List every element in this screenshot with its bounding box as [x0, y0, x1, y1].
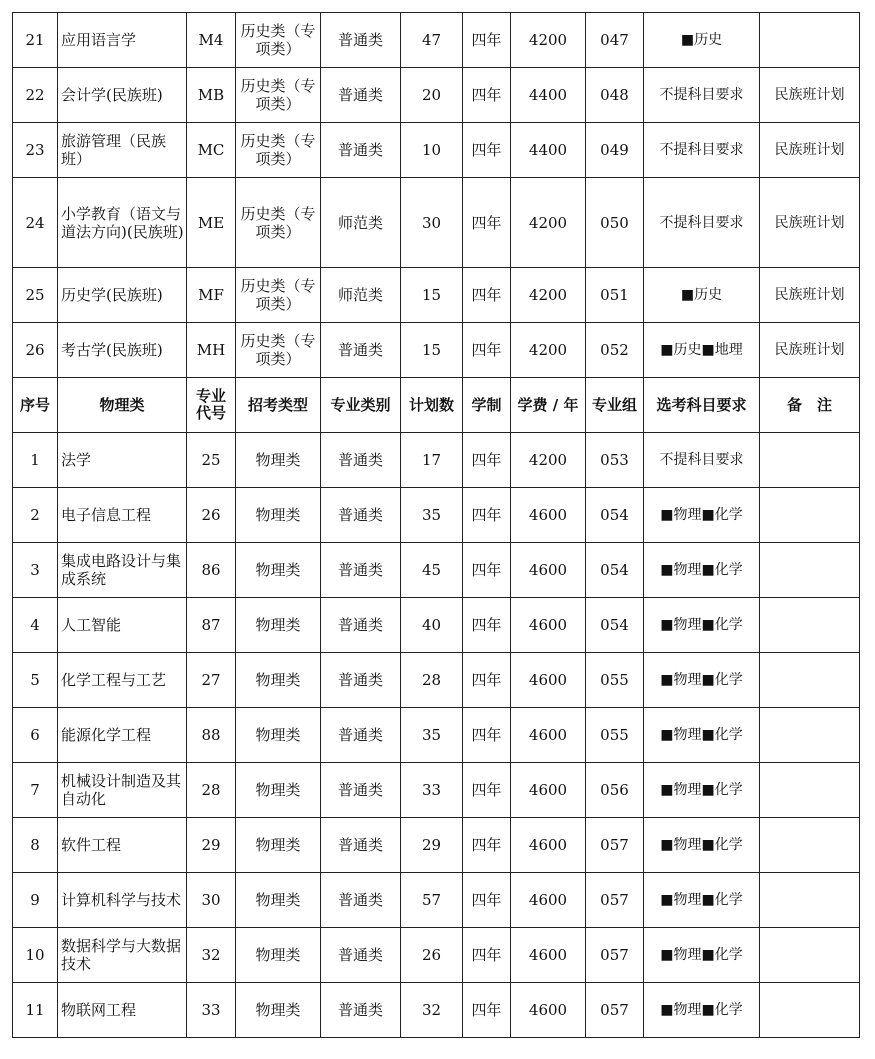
- cell-fee: 4600: [511, 598, 586, 653]
- cell-years: 四年: [463, 598, 511, 653]
- cell-no: 24: [13, 178, 58, 268]
- cell-note: [760, 818, 860, 873]
- cell-years: 四年: [463, 763, 511, 818]
- cell-code: M4: [187, 13, 236, 68]
- cell-note: 民族班计划: [760, 323, 860, 378]
- cell-name: 历史学(民族班): [58, 268, 187, 323]
- cell-years: 四年: [463, 488, 511, 543]
- table-header-row: [13, 378, 860, 433]
- cell-code: 86: [187, 543, 236, 598]
- cell-plan: 35: [401, 708, 463, 763]
- cell-group: 050: [586, 178, 644, 268]
- cell-plan: 26: [401, 928, 463, 983]
- cell-group: 052: [586, 323, 644, 378]
- cell-years: 四年: [463, 983, 511, 1038]
- cell-req: ■历史: [644, 268, 760, 323]
- cell-note: [760, 433, 860, 488]
- cell-req: ■物理■化学: [644, 488, 760, 543]
- cell-plan: 15: [401, 268, 463, 323]
- cell-no: 23: [13, 123, 58, 178]
- cell-fee: 4600: [511, 873, 586, 928]
- table-row: [13, 653, 860, 708]
- cell-group: 054: [586, 543, 644, 598]
- cell-group: 057: [586, 928, 644, 983]
- table-row: [13, 818, 860, 873]
- cell-name: 会计学(民族班): [58, 68, 187, 123]
- cell-no: 26: [13, 323, 58, 378]
- cell-no: 8: [13, 818, 58, 873]
- cell-category: 普通类: [321, 928, 401, 983]
- cell-name: 应用语言学: [58, 13, 187, 68]
- cell-type: 历史类（专项类）: [236, 323, 321, 378]
- cell-category: 普通类: [321, 433, 401, 488]
- cell-category: 普通类: [321, 598, 401, 653]
- header-fee: 学费 / 年: [511, 378, 586, 433]
- cell-note: 民族班计划: [760, 178, 860, 268]
- cell-code: 25: [187, 433, 236, 488]
- cell-no: 5: [13, 653, 58, 708]
- cell-req: ■物理■化学: [644, 598, 760, 653]
- cell-note: [760, 708, 860, 763]
- cell-type: 历史类（专项类）: [236, 68, 321, 123]
- cell-plan: 29: [401, 818, 463, 873]
- cell-no: 3: [13, 543, 58, 598]
- cell-years: 四年: [463, 323, 511, 378]
- cell-name: 法学: [58, 433, 187, 488]
- cell-years: 四年: [463, 178, 511, 268]
- table-row: [13, 123, 860, 178]
- cell-type: 历史类（专项类）: [236, 268, 321, 323]
- cell-no: 25: [13, 268, 58, 323]
- cell-type: 历史类（专项类）: [236, 13, 321, 68]
- cell-category: 普通类: [321, 653, 401, 708]
- cell-category: 普通类: [321, 488, 401, 543]
- cell-req: ■历史: [644, 13, 760, 68]
- cell-plan: 45: [401, 543, 463, 598]
- cell-category: 普通类: [321, 13, 401, 68]
- cell-category: 师范类: [321, 268, 401, 323]
- cell-group: 047: [586, 13, 644, 68]
- cell-type: 物理类: [236, 598, 321, 653]
- cell-plan: 30: [401, 178, 463, 268]
- cell-note: [760, 598, 860, 653]
- cell-fee: 4600: [511, 818, 586, 873]
- cell-code: ME: [187, 178, 236, 268]
- cell-name: 能源化学工程: [58, 708, 187, 763]
- table-row: [13, 68, 860, 123]
- cell-group: 055: [586, 653, 644, 708]
- cell-name: 旅游管理（民族班）: [58, 123, 187, 178]
- cell-name: 人工智能: [58, 598, 187, 653]
- table-row: [13, 178, 860, 268]
- cell-note: [760, 543, 860, 598]
- cell-req: ■物理■化学: [644, 543, 760, 598]
- cell-code: 30: [187, 873, 236, 928]
- cell-type: 物理类: [236, 433, 321, 488]
- cell-plan: 10: [401, 123, 463, 178]
- cell-years: 四年: [463, 818, 511, 873]
- cell-category: 普通类: [321, 123, 401, 178]
- cell-no: 6: [13, 708, 58, 763]
- header-name: 物理类: [58, 378, 187, 433]
- table-row: [13, 268, 860, 323]
- cell-name: 计算机科学与技术: [58, 873, 187, 928]
- cell-code: MC: [187, 123, 236, 178]
- cell-note: [760, 928, 860, 983]
- cell-fee: 4600: [511, 983, 586, 1038]
- cell-req: ■历史■地理: [644, 323, 760, 378]
- header-req: 选考科目要求: [644, 378, 760, 433]
- physics-header-section: [13, 378, 860, 433]
- cell-type: 历史类（专项类）: [236, 178, 321, 268]
- cell-years: 四年: [463, 13, 511, 68]
- cell-name: 化学工程与工艺: [58, 653, 187, 708]
- table-row: [13, 983, 860, 1038]
- cell-no: 11: [13, 983, 58, 1038]
- cell-fee: 4200: [511, 178, 586, 268]
- cell-plan: 28: [401, 653, 463, 708]
- cell-name: 数据科学与大数据技术: [58, 928, 187, 983]
- cell-note: 民族班计划: [760, 68, 860, 123]
- cell-years: 四年: [463, 653, 511, 708]
- cell-req: 不提科目要求: [644, 68, 760, 123]
- cell-req: 不提科目要求: [644, 123, 760, 178]
- cell-group: 048: [586, 68, 644, 123]
- cell-years: 四年: [463, 268, 511, 323]
- table-row: [13, 873, 860, 928]
- cell-category: 普通类: [321, 68, 401, 123]
- cell-fee: 4600: [511, 488, 586, 543]
- cell-code: 87: [187, 598, 236, 653]
- cell-fee: 4200: [511, 323, 586, 378]
- header-years: 学制: [463, 378, 511, 433]
- header-category: 专业类别: [321, 378, 401, 433]
- cell-category: 普通类: [321, 873, 401, 928]
- cell-type: 物理类: [236, 488, 321, 543]
- cell-type: 物理类: [236, 928, 321, 983]
- cell-code: MH: [187, 323, 236, 378]
- cell-plan: 40: [401, 598, 463, 653]
- cell-no: 7: [13, 763, 58, 818]
- cell-no: 2: [13, 488, 58, 543]
- cell-no: 10: [13, 928, 58, 983]
- cell-category: 师范类: [321, 178, 401, 268]
- cell-code: MB: [187, 68, 236, 123]
- cell-fee: 4600: [511, 653, 586, 708]
- cell-plan: 15: [401, 323, 463, 378]
- cell-name: 小学教育（语文与道法方向)(民族班): [58, 178, 187, 268]
- cell-no: 21: [13, 13, 58, 68]
- cell-plan: 33: [401, 763, 463, 818]
- cell-group: 056: [586, 763, 644, 818]
- cell-group: 051: [586, 268, 644, 323]
- cell-category: 普通类: [321, 763, 401, 818]
- cell-code: 26: [187, 488, 236, 543]
- cell-years: 四年: [463, 928, 511, 983]
- cell-req: ■物理■化学: [644, 653, 760, 708]
- cell-group: 053: [586, 433, 644, 488]
- cell-name: 集成电路设计与集成系统: [58, 543, 187, 598]
- cell-plan: 32: [401, 983, 463, 1038]
- cell-group: 057: [586, 983, 644, 1038]
- physics-section: [13, 433, 860, 1038]
- cell-plan: 47: [401, 13, 463, 68]
- cell-years: 四年: [463, 543, 511, 598]
- cell-note: [760, 653, 860, 708]
- table-row: [13, 763, 860, 818]
- cell-fee: 4600: [511, 928, 586, 983]
- cell-code: 88: [187, 708, 236, 763]
- cell-fee: 4600: [511, 708, 586, 763]
- cell-years: 四年: [463, 873, 511, 928]
- cell-no: 22: [13, 68, 58, 123]
- cell-fee: 4400: [511, 123, 586, 178]
- cell-code: 32: [187, 928, 236, 983]
- table-row: [13, 928, 860, 983]
- cell-req: ■物理■化学: [644, 708, 760, 763]
- cell-category: 普通类: [321, 323, 401, 378]
- cell-note: 民族班计划: [760, 123, 860, 178]
- cell-group: 055: [586, 708, 644, 763]
- cell-note: 民族班计划: [760, 268, 860, 323]
- cell-fee: 4400: [511, 68, 586, 123]
- header-code: 专业代号: [187, 378, 236, 433]
- cell-type: 物理类: [236, 983, 321, 1038]
- header-group: 专业组: [586, 378, 644, 433]
- table-row: [13, 598, 860, 653]
- cell-no: 9: [13, 873, 58, 928]
- cell-group: 057: [586, 818, 644, 873]
- cell-category: 普通类: [321, 708, 401, 763]
- cell-category: 普通类: [321, 983, 401, 1038]
- cell-years: 四年: [463, 433, 511, 488]
- cell-years: 四年: [463, 68, 511, 123]
- history-section: [13, 13, 860, 378]
- cell-plan: 57: [401, 873, 463, 928]
- cell-code: 27: [187, 653, 236, 708]
- cell-type: 物理类: [236, 763, 321, 818]
- cell-code: 29: [187, 818, 236, 873]
- cell-req: ■物理■化学: [644, 763, 760, 818]
- header-plan: 计划数: [401, 378, 463, 433]
- cell-type: 历史类（专项类）: [236, 123, 321, 178]
- cell-type: 物理类: [236, 708, 321, 763]
- cell-type: 物理类: [236, 543, 321, 598]
- cell-type: 物理类: [236, 653, 321, 708]
- cell-group: 054: [586, 488, 644, 543]
- cell-fee: 4200: [511, 13, 586, 68]
- cell-group: 057: [586, 873, 644, 928]
- cell-code: 33: [187, 983, 236, 1038]
- cell-years: 四年: [463, 123, 511, 178]
- cell-plan: 20: [401, 68, 463, 123]
- cell-note: [760, 763, 860, 818]
- cell-req: ■物理■化学: [644, 873, 760, 928]
- table-row: [13, 323, 860, 378]
- cell-req: ■物理■化学: [644, 928, 760, 983]
- cell-type: 物理类: [236, 873, 321, 928]
- cell-fee: 4200: [511, 433, 586, 488]
- cell-fee: 4600: [511, 763, 586, 818]
- cell-type: 物理类: [236, 818, 321, 873]
- cell-category: 普通类: [321, 543, 401, 598]
- cell-no: 1: [13, 433, 58, 488]
- cell-name: 电子信息工程: [58, 488, 187, 543]
- cell-note: [760, 13, 860, 68]
- table-row: [13, 488, 860, 543]
- cell-name: 机械设计制造及其自动化: [58, 763, 187, 818]
- cell-plan: 17: [401, 433, 463, 488]
- cell-req: 不提科目要求: [644, 433, 760, 488]
- cell-name: 物联网工程: [58, 983, 187, 1038]
- cell-fee: 4200: [511, 268, 586, 323]
- cell-req: 不提科目要求: [644, 178, 760, 268]
- header-no: 序号: [13, 378, 58, 433]
- cell-req: ■物理■化学: [644, 983, 760, 1038]
- cell-note: [760, 873, 860, 928]
- cell-code: MF: [187, 268, 236, 323]
- table-row: [13, 708, 860, 763]
- table-row: [13, 543, 860, 598]
- cell-group: 054: [586, 598, 644, 653]
- cell-category: 普通类: [321, 818, 401, 873]
- cell-plan: 35: [401, 488, 463, 543]
- cell-group: 049: [586, 123, 644, 178]
- cell-note: [760, 488, 860, 543]
- header-note: 备 注: [760, 378, 860, 433]
- table-row: [13, 433, 860, 488]
- cell-no: 4: [13, 598, 58, 653]
- admission-plan-table: [12, 12, 860, 1038]
- cell-code: 28: [187, 763, 236, 818]
- header-type: 招考类型: [236, 378, 321, 433]
- cell-years: 四年: [463, 708, 511, 763]
- table-row: [13, 13, 860, 68]
- cell-name: 软件工程: [58, 818, 187, 873]
- cell-name: 考古学(民族班): [58, 323, 187, 378]
- cell-req: ■物理■化学: [644, 818, 760, 873]
- cell-fee: 4600: [511, 543, 586, 598]
- cell-note: [760, 983, 860, 1038]
